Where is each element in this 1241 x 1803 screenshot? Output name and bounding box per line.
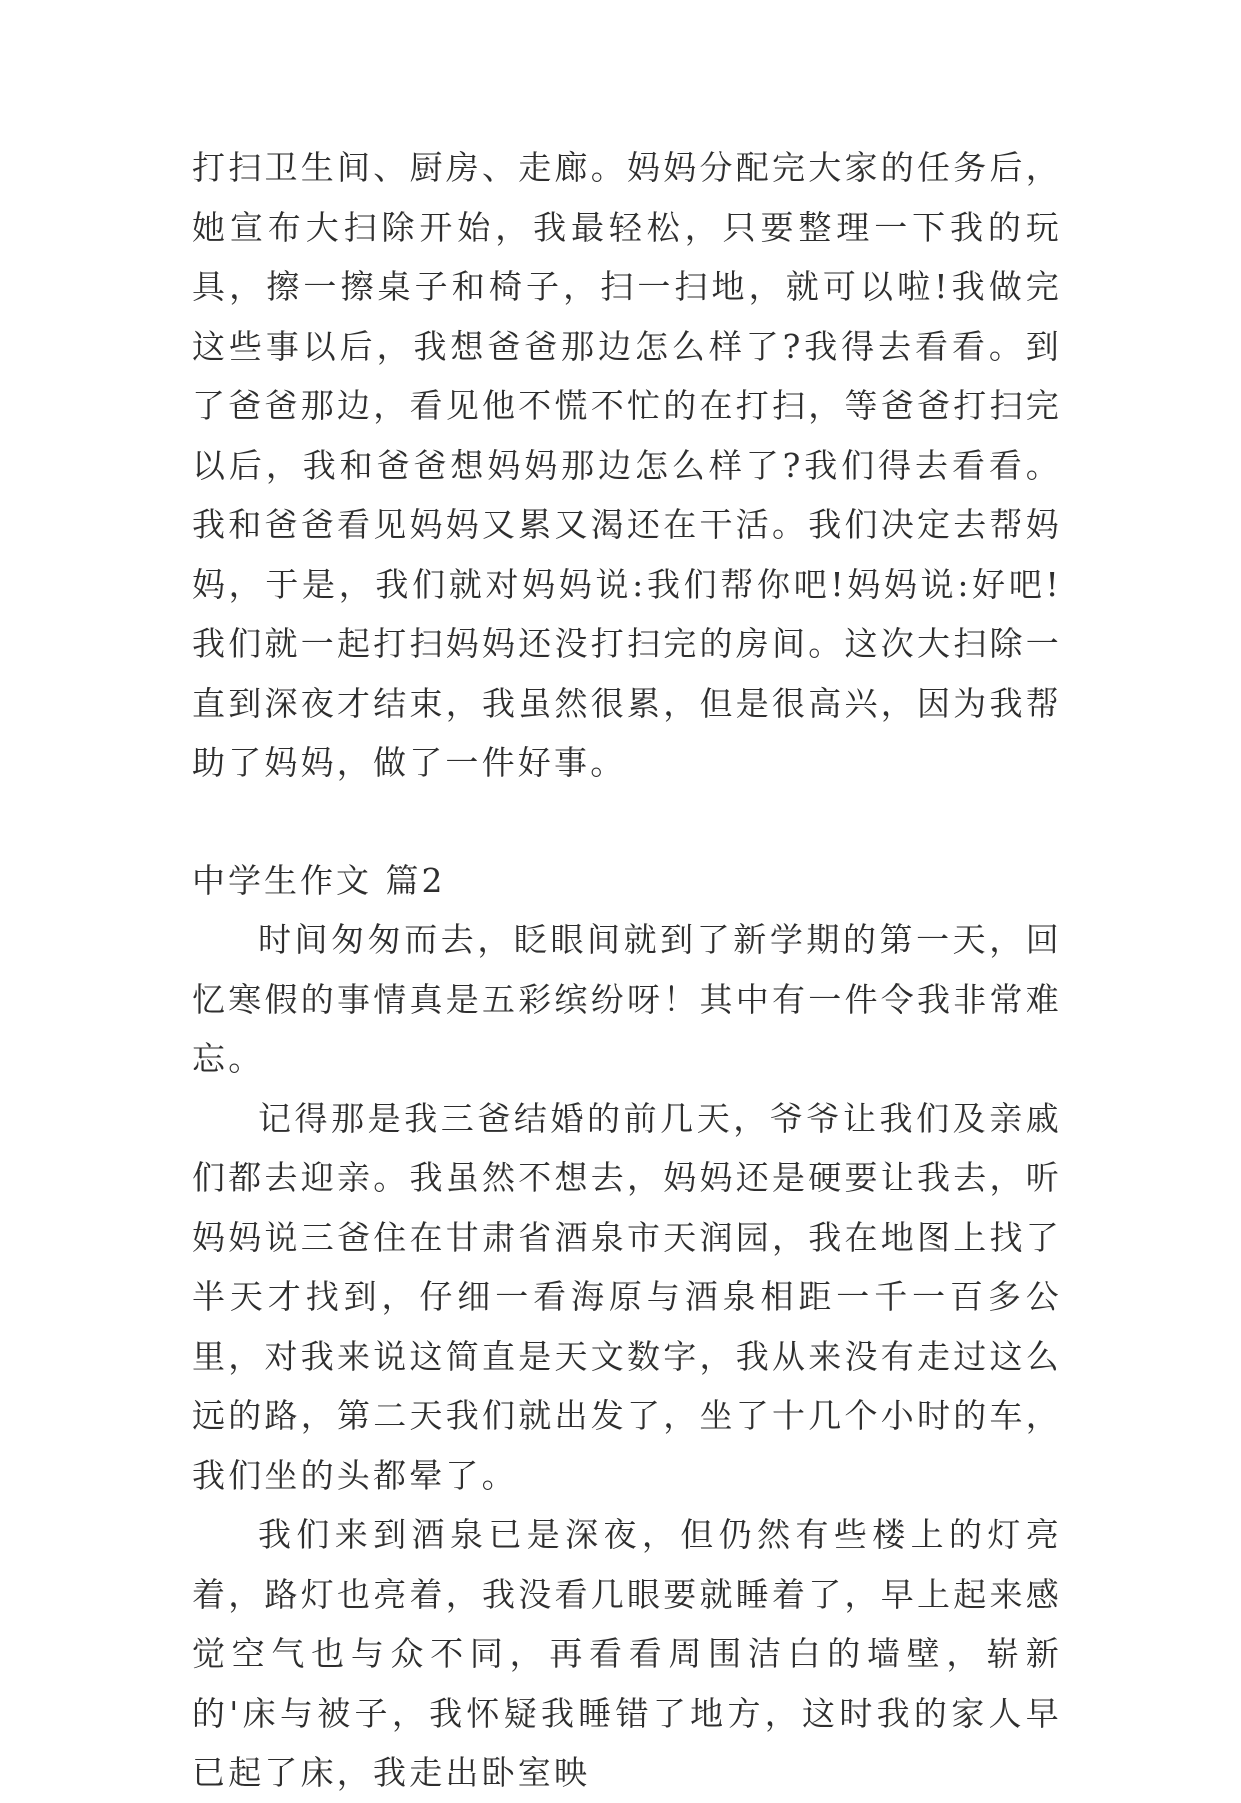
document-body [192, 138, 1062, 1803]
paragraph-3: 我们来到酒泉已是深夜，但仍然有些楼上的灯亮着，路灯也亮着，我没看几眼要就睡着了，早上起来感觉空气也与众不同，再看看周围洁白的墙壁，崭新的'床与被子，我怀疑我睡错了地方，这时我的家人早已起了床，我走出卧室映 [192, 1515, 1062, 1792]
paragraph-2: 记得那是我三爸结婚的前几天，爷爷让我们及亲戚们都去迎亲。我虽然不想去，妈妈还是硬要让我去，听妈妈说三爸住在甘肃省酒泉市天润园，我在地图上找了半天才找到，仔细一看海原与酒泉相距一千一百多公里，对我来说这简直是天文数字，我从来没有走过这么远的路，第二天我们就出发了，坐了十几个小时的车，我们坐的头都晕了。 [192, 1098, 1062, 1495]
section-heading: 中学生作文 篇2 [192, 860, 446, 900]
paragraph-1: 时间匆匆而去，眨眼间就到了新学期的第一天，回忆寒假的事情真是五彩缤纷呀！其中有一件令我非常难忘。 [192, 920, 1062, 1078]
continued-paragraph: 打扫卫生间、厨房、走廊。妈妈分配完大家的任务后，她宣布大扫除开始，我最轻松，只要整理一下我的玩具，擦一擦桌子和椅子，扫一扫地，就可以啦!我做完这些事以后，我想爸爸那边怎么样了?我得去看看。到了爸爸那边，看见他不慌不忙的在打扫，等爸爸打扫完以后，我和爸爸想妈妈那边怎么样了?我们得去看看。我和爸爸看见妈妈又累又渴还在干活。我们决定去帮妈妈，于是，我们就对妈妈说:我们帮你吧!妈妈说:好吧!我们就一起打扫妈妈还没打扫完的房间。这次大扫除一直到深夜才结束，我虽然很累，但是很高兴，因为我帮助了妈妈，做了一件好事。 [192, 148, 1062, 782]
